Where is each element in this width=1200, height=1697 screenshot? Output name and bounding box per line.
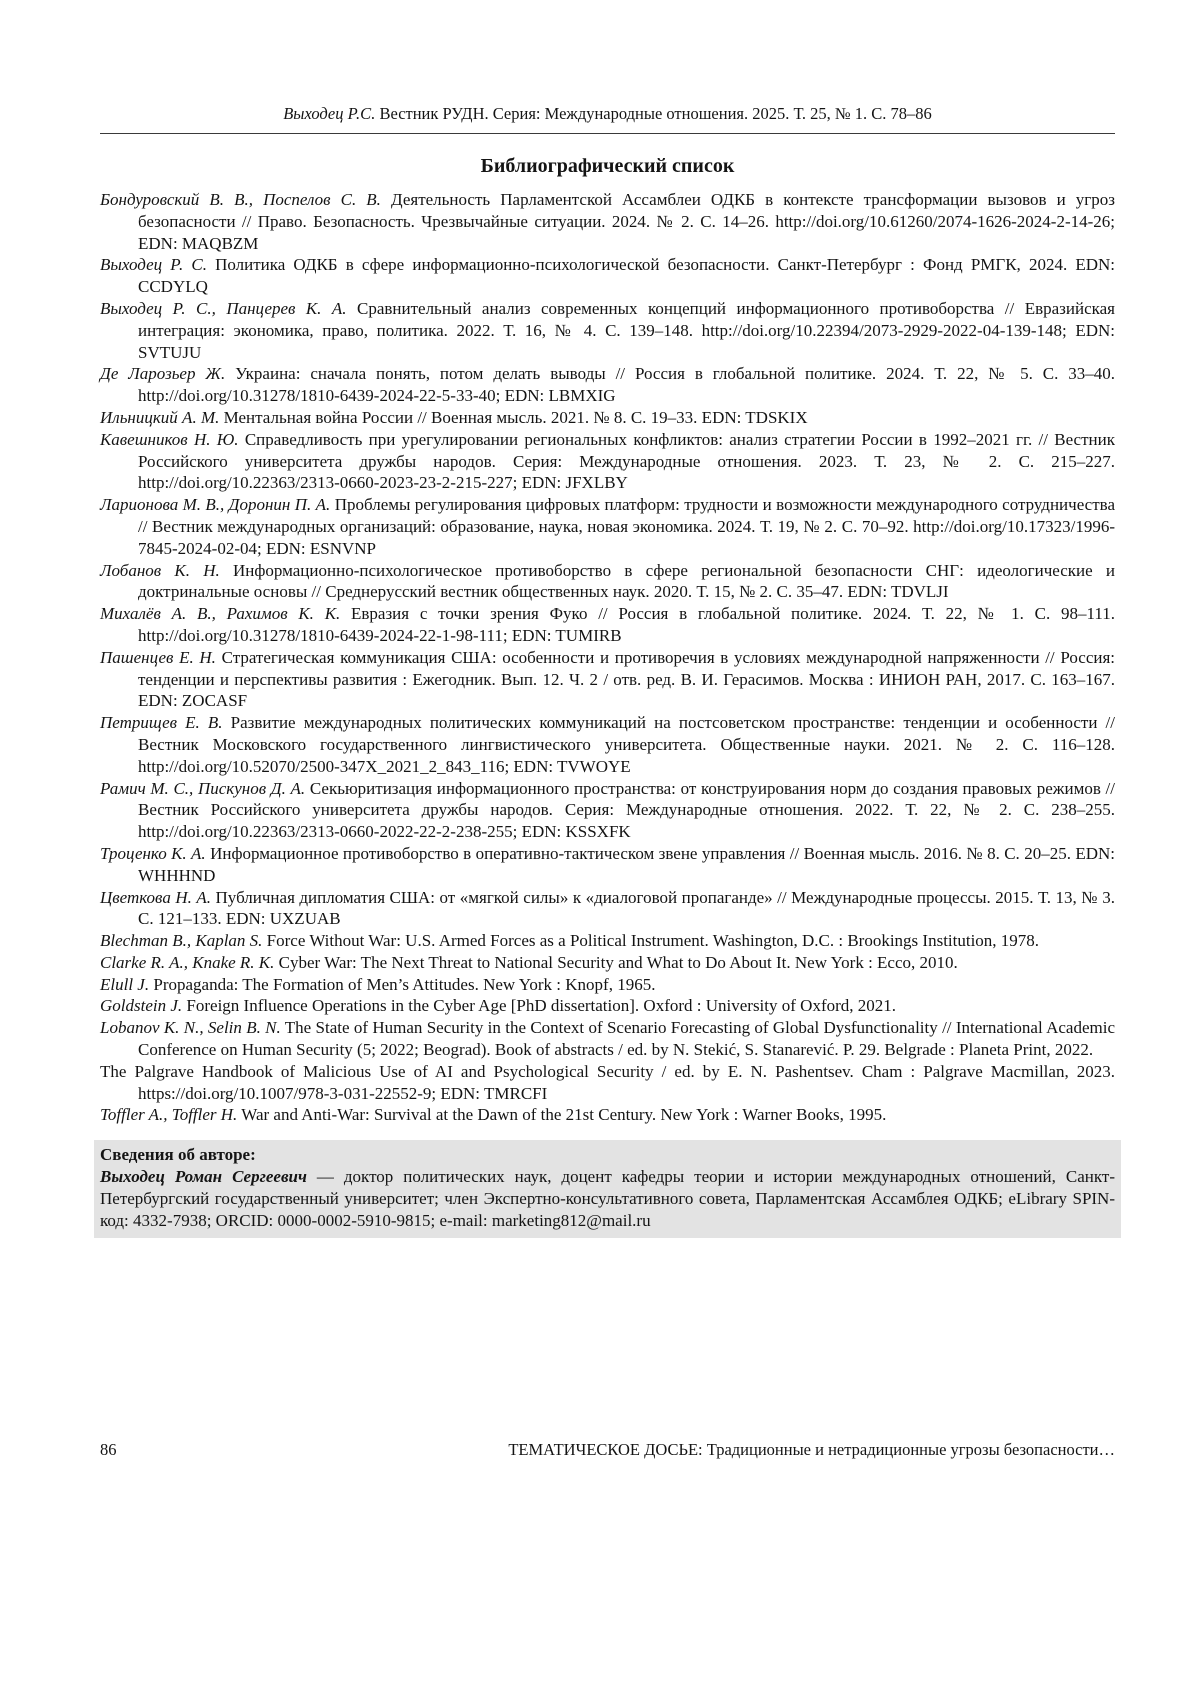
bibliography-entry xyxy=(100,429,1115,494)
bibliography-entry xyxy=(100,887,1115,931)
bibliography-entry xyxy=(100,974,1115,996)
entry-text: Политика ОДКБ в сфере информационно-психологической безопасности. Санкт-Петербург : Фонд РМГК, 2024. EDN: CCDYLQ xyxy=(138,255,1115,297)
bibliography-entry xyxy=(100,254,1115,298)
bibliography-entry xyxy=(100,189,1115,254)
running-head xyxy=(100,104,1115,134)
author-name: Выходец Роман Сергеевич xyxy=(100,1167,307,1187)
entry-authors: Пашенцев Е. Н. xyxy=(100,647,216,667)
bibliography-entry xyxy=(100,407,1115,429)
entry-authors: Elull J. xyxy=(100,974,150,994)
bibliography-entry xyxy=(100,298,1115,363)
bibliography-entry xyxy=(100,603,1115,647)
author-bio: — доктор политических наук, доцент кафедры теории и истории международных отношений, Санкт-Петербургский государственный университет; член Экспертно-консультативного совета, Парламентская Ассамблея ОДКБ; eLibrary SPIN-код: 4332-7938; ORCID: 0000-0002-5910-9815; e-mail: marketing812@mail.ru xyxy=(100,1167,1115,1231)
entry-authors: Выходец Р. С., Панцерев К. А. xyxy=(100,298,347,318)
bibliography-entry xyxy=(100,712,1115,777)
entry-text: The Palgrave Handbook of Malicious Use of AI and Psychological Security / ed. by E. N. Pashentsev. Cham : Palgrave Macmillan, 2023. https://doi.org/10.1007/978-3-031-22552-9; EDN: TMRCFI xyxy=(100,1061,1115,1103)
footer-dossier-text: ТЕМАТИЧЕСКОЕ ДОСЬЕ: Традиционные и нетрадиционные угрозы безопасности… xyxy=(508,1440,1115,1459)
entry-authors: Lobanov K. N., Selin B. N. xyxy=(100,1018,281,1038)
bibliography-entry xyxy=(100,1104,1115,1126)
entry-text: Информационно-психологическое противоборство в сфере региональной безопасности СНГ: идеологические и доктринальные основы // Среднерусский вестник общественных наук. 2020. Т. 15, № 2. С. 35–47. EDN: TDVLJI xyxy=(138,560,1116,602)
entry-authors: Кавешников Н. Ю. xyxy=(100,429,239,449)
entry-text: Деятельность Парламентской Ассамблеи ОДКБ в контексте трансформации вызовов и угроз безопасности // Право. Безопасность. Чрезвычайные ситуации. 2024. № 2. С. 14–26. http://doi.org/10.61260/2074-1626-2024-2-14-26; EDN: MAQBZM xyxy=(138,190,1115,253)
running-head-author: Выходец Р.С. xyxy=(283,104,376,123)
author-info-label: Сведения об авторе: xyxy=(100,1145,256,1165)
entry-authors: Ларионова М. В., Доронин П. А. xyxy=(100,495,331,515)
entry-text: Cyber War: The Next Threat to National Security and What to Do About It. New York : Ecco, 2010. xyxy=(274,952,958,972)
author-info-text xyxy=(100,1166,1115,1232)
entry-text: Публичная дипломатия США: от «мягкой силы» к «диалоговой пропаганде» // Международные процессы. 2015. Т. 13, № 3. С. 121–133. EDN: UXZUAB xyxy=(138,887,1115,929)
bibliography-entry xyxy=(100,778,1115,843)
entry-authors: Де Ларозьер Ж. xyxy=(100,364,226,384)
entry-text: The State of Human Security in the Context of Scenario Forecasting of Global Dysfunctionality // International Academic Conference on Human Security (5; 2022; Beograd). Book of abstracts / ed. by N. Stekić, S. Stanarević. P. 29. Belgrade : Planeta Print, 2022. xyxy=(138,1018,1115,1060)
entry-text: Информационное противоборство в оперативно-тактическом звене управления // Военная мысль. 2016. № 8. С. 20–25. EDN: WHHHND xyxy=(138,843,1115,885)
bibliography-entry xyxy=(100,494,1115,559)
entry-text: Стратегическая коммуникация США: особенности и противоречия в условиях международной напряженности // Россия: тенденции и перспективы развития : Ежегодник. Вып. 12. Ч. 2 / отв. ред. В. И. Герасимов. Москва : ИНИОН РАН, 2017. С. 163–167. EDN: ZOCASF xyxy=(138,647,1115,711)
entry-authors: Михалёв А. В., Рахимов К. К. xyxy=(100,604,341,624)
bibliography-entry xyxy=(100,1061,1115,1105)
entry-authors: Рамич М. С., Пискунов Д. А. xyxy=(100,778,306,798)
bibliography-list xyxy=(100,189,1115,1126)
entry-authors: Ильницкий А. М. xyxy=(100,407,220,427)
bibliography-entry xyxy=(100,930,1115,952)
page-title: Библиографический список xyxy=(480,155,735,177)
bibliography-entry xyxy=(100,995,1115,1017)
entry-text: Евразия с точки зрения Фуко // Россия в глобальной политике. 2024. Т. 22, № 1. С. 98–111. http://doi.org/10.31278/1810-6439-2024-22-1-98-111; EDN: TUMIRB xyxy=(138,604,1115,645)
entry-text: Проблемы регулирования цифровых платформ: трудности и возможности международного сотрудничества // Вестник международных организаций: образование, наука, новая экономика. 2024. Т. 19, № 2. С. 70–92. http://doi.org/10.17323/1996-7845-2024-02-04; EDN: ESNVNP xyxy=(138,495,1115,558)
entry-text: Украина: сначала понять, потом делать выводы // Россия в глобальной политике. 2024. Т. 22, № 5. С. 33–40. http://doi.org/10.31278/1810-6439-2024-22-5-33-40; EDN: LBMXIG xyxy=(138,364,1115,406)
entry-text: Развитие международных политических коммуникаций на постсоветском пространстве: тенденции и особенности // Вестник Московского государственного лингвистического университета. Общественные науки. 2021. № 2. С. 116–128. http://doi.org/10.52070/2500-347X_2021_2_843_116; EDN: TVWOYE xyxy=(138,713,1116,776)
page-number: 86 xyxy=(100,1440,117,1459)
entry-text: Propaganda: The Formation of Men’s Attitudes. New York : Knopf, 1965. xyxy=(149,974,656,994)
page-footer xyxy=(100,1440,1115,1460)
entry-authors: Goldstein J. xyxy=(100,996,183,1016)
bibliography-entry xyxy=(100,647,1115,712)
running-head-text: Вестник РУДН. Серия: Международные отношения. 2025. Т. 25, № 1. С. 78–86 xyxy=(375,104,932,123)
entry-text: War and Anti-War: Survival at the Dawn of the 21st Century. New York : Warner Books, 1995. xyxy=(237,1105,887,1125)
entry-authors: Цветкова Н. А. xyxy=(100,887,212,907)
entry-authors: Лобанов К. Н. xyxy=(100,560,220,580)
entry-text: Force Without War: U.S. Armed Forces as a Political Instrument. Washington, D.C. : Brookings Institution, 1978. xyxy=(262,931,1040,951)
entry-authors: Троценко К. А. xyxy=(100,843,206,863)
entry-authors: Blechman B., Kaplan S. xyxy=(100,931,263,951)
page-content xyxy=(100,104,1115,1238)
entry-text: Секьюритизация информационного пространства: от конструирования норм до создания правовых режимов // Вестник Российского университета дружбы народов. Серия: Международные отношения. 2022. Т. 22, № 2. С. 238–255. http://doi.org/10.22363/2313-0660-2022-22-2-238-255; EDN: KSSXFK xyxy=(138,778,1116,842)
bibliography-entry xyxy=(100,363,1115,407)
bibliography-entry xyxy=(100,560,1115,604)
entry-authors: Бондуровский В. В., Поспелов С. В. xyxy=(100,190,381,209)
entry-authors: Выходец Р. С. xyxy=(100,255,207,275)
entry-authors: Toffler A., Toffler H. xyxy=(100,1105,238,1125)
author-info-box xyxy=(94,1140,1121,1238)
bibliography-entry xyxy=(100,1017,1115,1061)
entry-text: Сравнительный анализ современных концепций информационного противоборства // Евразийская интеграция: экономика, право, политика. 2022. Т. 16, № 4. С. 139–148. http://doi.org/10.22394/2073-2929-2022-04-139-148; EDN: SVTUJU xyxy=(138,298,1115,362)
entry-authors: Петрищев Е. В. xyxy=(100,713,223,733)
bibliography-entry xyxy=(100,843,1115,887)
entry-text: Foreign Influence Operations in the Cyber Age [PhD dissertation]. Oxford : University of Oxford, 2021. xyxy=(182,996,897,1016)
entry-authors: Clarke R. A., Knake R. K. xyxy=(100,952,275,972)
bibliography-entry xyxy=(100,952,1115,974)
entry-text: Справедливость при урегулировании региональных конфликтов: анализ стратегии России в 1992–2021 гг. // Вестник Российского университета дружбы народов. Серия: Международные отношения. 2023. Т. 23, № 2. С. 215–227. http://doi.org/10.22363/2313-0660-2023-23-2-215-227; EDN: JFXLBY xyxy=(138,429,1115,493)
entry-text: Ментальная война России // Военная мысль. 2021. № 8. С. 19–33. EDN: TDSKIX xyxy=(219,407,808,427)
